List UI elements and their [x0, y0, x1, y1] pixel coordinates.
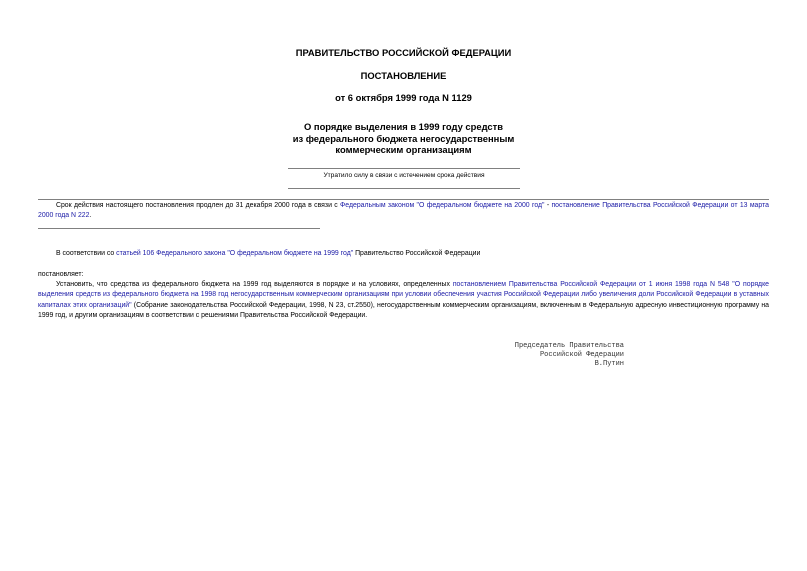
signature-block: [480, 342, 624, 369]
preamble-text: Правительство Российской Федерации: [353, 250, 481, 257]
document-title: [0, 121, 807, 156]
document-title-line: коммерческим организациям: [335, 144, 472, 155]
government-heading: ПРАВИТЕЛЬСТВО РОССИЙСКОЙ ФЕДЕРАЦИИ: [295, 47, 512, 58]
extension-bottom-divider: [38, 228, 320, 229]
resolves-word: постановляет:: [38, 271, 84, 278]
federal-law-2000-link[interactable]: Федеральным законом "О федеральном бюджете на 2000 год": [340, 202, 545, 209]
status-note: Утратило силу в связи с истечением срока действия: [323, 172, 485, 179]
signature-line: Российской Федерации: [539, 351, 624, 359]
extension-text: -: [544, 202, 552, 209]
status-bottom-divider: [288, 188, 520, 189]
article-106-link[interactable]: статьей 106 Федерального закона "О федеральном бюджете на 1999 год": [116, 250, 354, 257]
operative-paragraph: [38, 280, 769, 322]
resolution-222-link[interactable]: постановление Правительства Российской Федерации от 13 марта 2000 года N 222: [38, 202, 769, 220]
extension-top-divider: [38, 199, 769, 200]
extension-text: Срок действия настоящего постановления продлен до 31 декабря 2000 года в связи с: [56, 202, 341, 209]
document-title-line: О порядке выделения в 1999 году средств: [304, 121, 503, 132]
signature-line: Председатель Правительства: [514, 342, 624, 350]
document-date-number: от 6 октября 1999 года N 1129: [335, 92, 472, 103]
extension-text: .: [89, 212, 92, 220]
signature-line: В.Путин: [594, 360, 624, 368]
document-type-heading: ПОСТАНОВЛЕНИЕ: [360, 70, 447, 81]
body-text: (Собрание законодательства Российской Федерации, 1998, N 23, ст.2550), негосударственным коммерческим организациям, включенным в Федеральную адресную инвестиционную программу на 1999 год, и другим организациям в соответствии с решениями Правительства Российской Федерации.: [38, 301, 770, 320]
body-text: Установить, что средства из федерального бюджета на 1999 год выделяются в порядке и на условиях, определенных: [56, 281, 453, 288]
resolution-548-link[interactable]: постановлением Правительства Российской Федерации от 1 июня 1998 года N 548 "О порядке выделения средств из федерального бюджета на 1998 год негосударственным коммерческим организациям при условии обеспечения участия Российской Федерации либо увеличения доли Российской Федерации в уставных капиталах этих организаций": [38, 281, 769, 309]
preamble: [38, 249, 769, 259]
extension-note: [38, 201, 769, 222]
preamble-text: В соответствии со: [56, 250, 117, 257]
status-top-divider: [288, 168, 520, 169]
document-title-line: из федерального бюджета негосударственным: [292, 132, 515, 144]
